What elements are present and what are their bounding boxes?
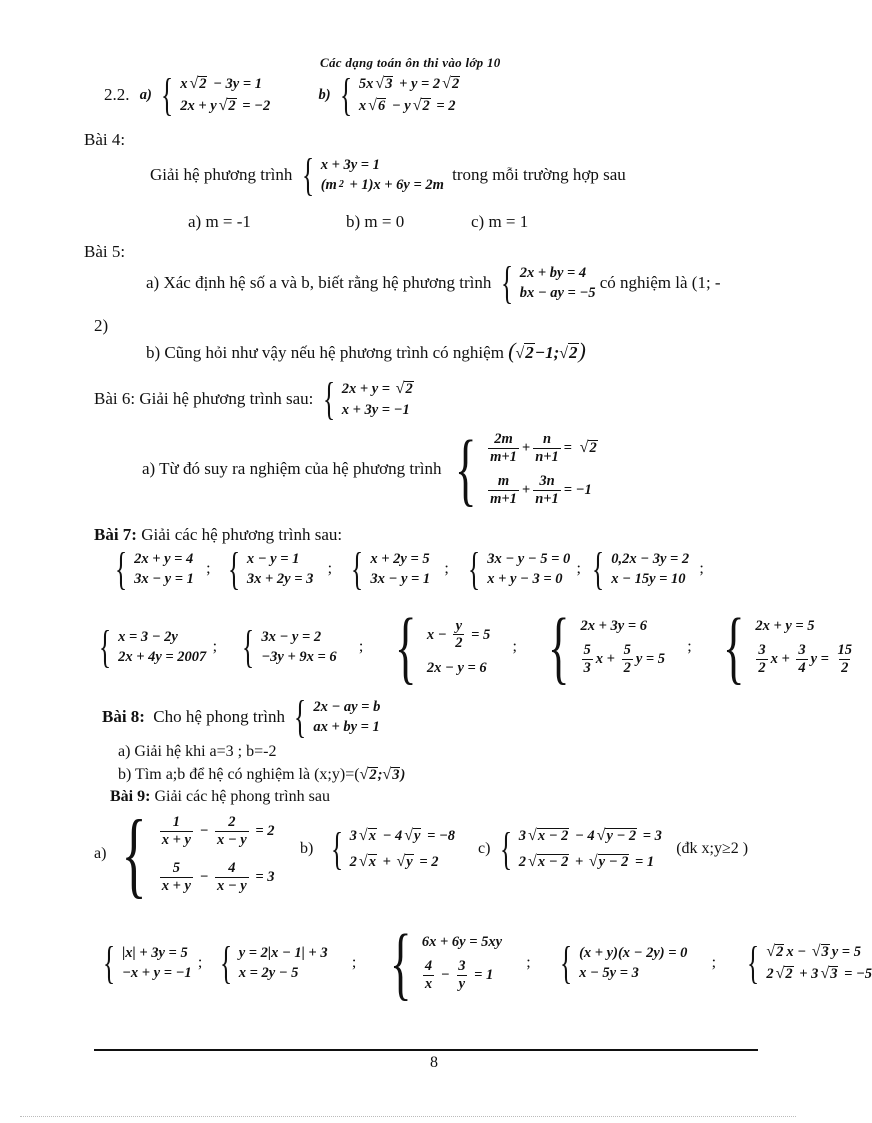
- exercise-2-2: [104, 69, 460, 120]
- formula-text-layer: [0, 0, 1, 1]
- system-2-2-b: { 5x √ 3 + y = 2 √ 2 x √ 6 − y √ 2 = 2: [339, 69, 460, 120]
- bai9-system-f: { 6x + 6y = 5xy $\frac{4}{x}$ − $\frac{3}{y}$ = 1: [389, 917, 503, 1008]
- bai9-title: Bài 9:: [110, 788, 151, 805]
- bai7-system-9: { 2x + 3y = 6 $\frac{5}{3}$ x + $\frac{5}{2}$ y = 5: [548, 601, 666, 692]
- exercise-2-2-label: 2.2.: [104, 85, 130, 104]
- bai9-row3: { |x| + 3y = 5 −x + y = −1 ; { y = 2|x − 1| + 3 x = 2y − 5 ; { 6x + 6y = 5xy $\frac{4}{x}$ − $\frac{3}{y}$ = 1 ; { (x + y)(x − 2y) = 0 x − 5y = 3 ; { √ 2 x − √ 3 y = 5 2 √ 2 + 3 √ 3 = −5: [98, 922, 872, 1004]
- bai9-system-g: { (x + y)(x − 2y) = 0 x − 5y = 3: [559, 937, 688, 988]
- bai8-system: { 2x − ay = b ax + by = 1: [294, 691, 381, 742]
- bai9-c: [478, 823, 749, 874]
- bai4-intro: Giải hệ phương trình: [150, 165, 293, 184]
- bai9-system-c: { 3 √ x − 2 − 4 √ y − 2 = 3 2 √ x − 2 + √ y − 2 = 1: [499, 823, 662, 874]
- bai6-a: [142, 423, 598, 514]
- bai7-heading: [94, 525, 342, 545]
- bai5-a: [146, 257, 721, 308]
- bai5-b-solution: ( √ 2 −1; √ 2 ): [508, 338, 586, 363]
- bai5-a-wrap: 2): [94, 316, 109, 335]
- bai7-row2: { x = 3 − 2y 2x + 4y = 2007 ; { 3x − y = 2 −3y + 9x = 6 ; { x − $\frac{y}{2}$ = 5 2x − y = 6 ; { 2x + 3y = 6 $\frac{5}{3}$ x + $\frac{5}{2}$ y = 5 ; { 2x + y = 5 $\frac{3}{2}$ x + $\frac{3}{4}$ y = $\frac{15}{2}$: [94, 606, 855, 688]
- page-bottom-edge: [20, 1116, 796, 1117]
- exercise-2-2-b-label: b): [318, 86, 331, 103]
- bai6-system: { 2x + y = √ 2 x + 3y = −1: [322, 373, 413, 424]
- exercise-2-2-a-label: a): [139, 86, 152, 103]
- bai4-system: { x + 3y = 1 (m 2 + 1)x + 6y = 2m: [301, 149, 444, 200]
- bai6-title: Bài 6:: [94, 389, 136, 408]
- system-2-2-a: { x √ 2 − 3y = 1 2x + y √ 2 = −2: [161, 69, 271, 120]
- footer-divider: [94, 1049, 758, 1051]
- bai9-system-h: { √ 2 x − √ 3 y = 5 2 √ 2 + 3 √ 3 = −5: [747, 937, 872, 988]
- bai9-intro: Giải các hệ phong trình sau: [154, 788, 330, 805]
- bai4-title: Bài 4:: [84, 130, 126, 149]
- bai7-system-1: { 2x + y = 4 3x − y = 1: [114, 543, 194, 594]
- bai7-row1: { 2x + y = 4 3x − y = 1 ; { x − y = 1 3x + 2y = 3 ; { x + 2y = 5 3x − y = 1 ; { 3x − y − 5 = 0 x + y − 3 = 0 ; { 0,2x − 3y = 2 x − 15y = 10 ;: [110, 546, 710, 592]
- bai5-title: Bài 5:: [84, 242, 126, 261]
- bai7-system-5: { 0,2x − 3y = 2 x − 15y = 10: [592, 543, 690, 594]
- bai6-a-text: a) Từ đó suy ra nghiệm của hệ phương trình: [142, 459, 442, 478]
- bai8-b-text: b) Tìm a;b để hệ có nghiệm là (x;y)=(: [118, 766, 360, 783]
- bai9-system-a: { $\frac{1}{x + y}$ − $\frac{2}{x - y}$ = 2 $\frac{5}{x + y}$ − $\frac{4}{x - y}$ = 3: [121, 800, 275, 907]
- page-number: 8: [430, 1054, 438, 1071]
- bai4-case-a: a) m = -1: [188, 212, 251, 231]
- bai4-tail: trong mỗi trường hợp sau: [452, 165, 626, 184]
- bai7-system-10: { 2x + y = 5 $\frac{3}{2}$ x + $\frac{3}{4}$ y = $\frac{15}{2}$: [722, 601, 853, 692]
- bai9-system-b: { 3 √ x − 4 √ y = −8 2 √ x + √ y = 2: [330, 823, 456, 874]
- bai8-b-solution: √ 2 ; √ 3 ): [359, 766, 406, 783]
- bai5-b: [146, 340, 586, 363]
- bai9-condition: (đk x;y≥2 ): [676, 840, 749, 857]
- page-header: Các dạng toán ôn thi vào lớp 10: [320, 55, 501, 70]
- bai7-system-8: { x − $\frac{y}{2}$ = 5 2x − y = 6: [394, 601, 491, 692]
- bai8-a: a) Giải hệ khi a=3 ; b=-2: [118, 743, 277, 760]
- bai9-system-e: { y = 2|x − 1| + 3 x = 2y − 5: [219, 937, 328, 988]
- bai5-a-text: a) Xác định hệ số a và b, biết rằng hệ phương trình: [146, 273, 492, 292]
- bai7-title: Bài 7:: [94, 525, 137, 544]
- bai7-system-2: { x − y = 1 3x + 2y = 3: [227, 543, 314, 594]
- bai7-system-4: { 3x − y − 5 = 0 x + y − 3 = 0: [468, 543, 571, 594]
- bai6-statement: [94, 373, 414, 424]
- bai7-system-7: { 3x − y = 2 −3y + 9x = 6: [242, 621, 337, 672]
- bai8-title: Bài 8:: [102, 707, 145, 726]
- bai8-b: [118, 766, 405, 784]
- bai9-system-d: { |x| + 3y = 5 −x + y = −1: [102, 937, 192, 988]
- bai5-system: { 2x + by = 4 bx − ay = −5: [500, 257, 596, 308]
- bai9-a: [94, 800, 275, 907]
- bai4-case-b: b) m = 0: [346, 212, 405, 231]
- bai7-intro: Giải các hệ phương trình sau:: [141, 525, 343, 544]
- bai4-case-c: c) m = 1: [471, 212, 529, 231]
- bai9-b-label: b): [300, 840, 314, 857]
- bai6-intro: Giải hệ phương trình sau:: [139, 389, 314, 408]
- bai9-b: [300, 823, 456, 874]
- bai4-statement: [150, 149, 626, 200]
- bai5-b-text: b) Cũng hỏi như vậy nếu hệ phương trình có nghiệm: [146, 343, 504, 362]
- bai9-c-label: c): [478, 840, 491, 857]
- bai9-a-label: a): [94, 845, 107, 862]
- bai8-intro: Cho hệ phong trình: [153, 707, 285, 726]
- bai7-system-3: { x + 2y = 5 3x − y = 1: [351, 543, 431, 594]
- bai7-system-6: { x = 3 − 2y 2x + 4y = 2007: [98, 621, 207, 672]
- bai8-statement: [102, 691, 381, 742]
- bai5-a-tail: có nghiệm là (1; -: [599, 273, 721, 292]
- bai6-derived-system: { $\frac{2m}{m+1}$ + $\frac{n}{n+1}$ = √ 2 $\frac{m}{m+1}$ + $\frac{3n}{n+1}$ = −1: [454, 423, 597, 514]
